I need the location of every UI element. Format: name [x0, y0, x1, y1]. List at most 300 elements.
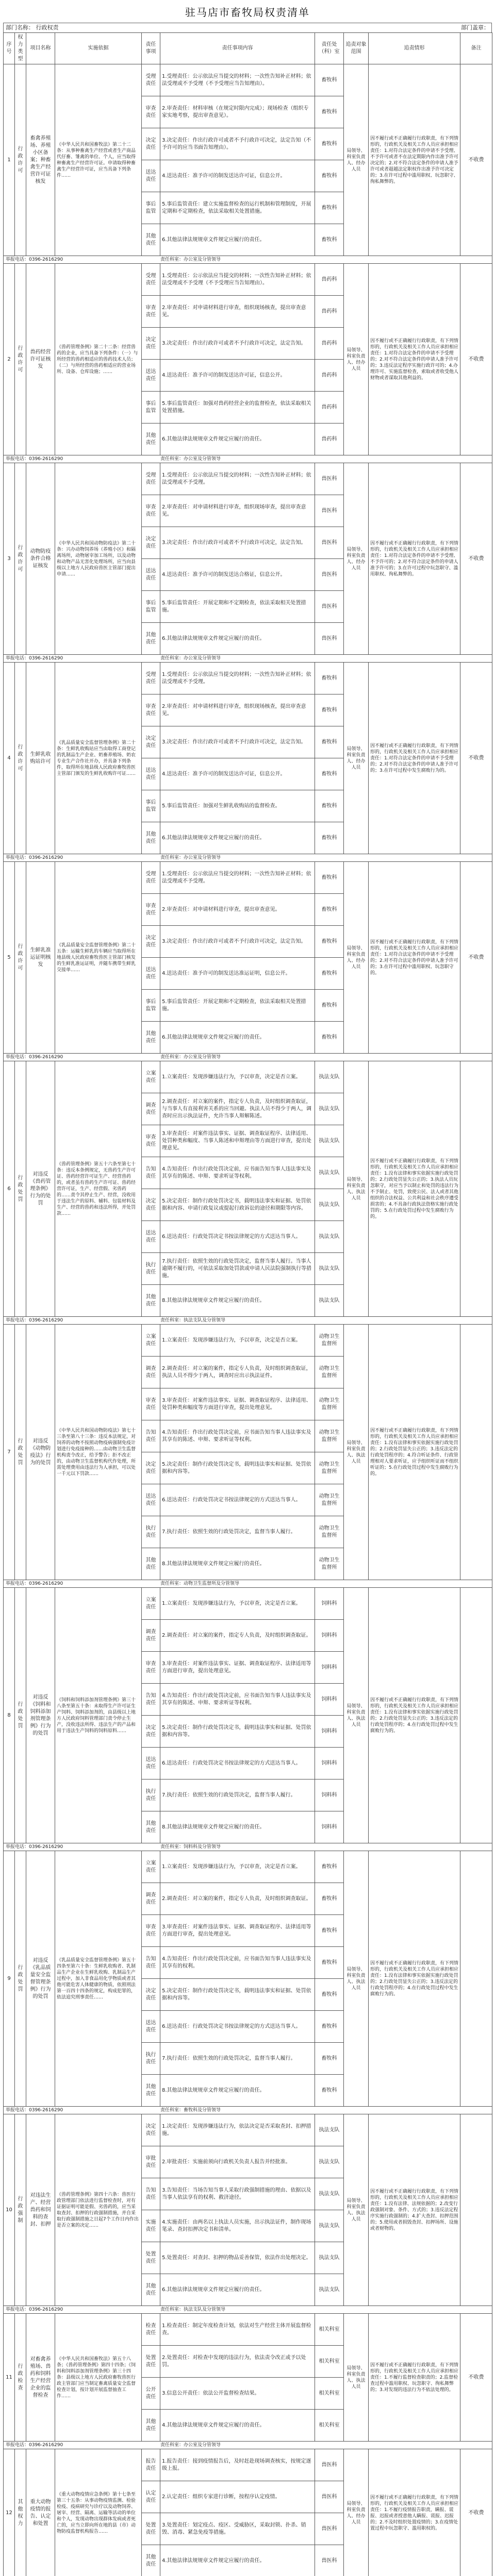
legal-basis: 《中华人民共和国动物防疫法》第二十条：兴办动物饲养场（养殖小区）和隔离场所，动物屠宰加工场所，以及动物和动物产品无害化处理场所，应当向县级以上地方人民政府兽医主管部门提出申请……	[55, 463, 142, 655]
responsible-office: 畜牧科	[315, 224, 344, 256]
report-phone: 举报电话：0396-2616290	[6, 2443, 63, 2448]
item-number: 1	[4, 64, 15, 256]
duty-content: 1.立案责任：发现涉嫌违法行为，予以审查，决定是否立案。	[160, 1061, 315, 1093]
report-phone: 举报电话：0396-2616290	[6, 855, 63, 860]
report-phone: 举报电话：0396-2616290	[6, 1318, 63, 1323]
remark: 不收费	[460, 2314, 492, 2442]
item-name: 对违反《饲料和饲料添加剂管理条例》行为的处罚	[26, 1588, 55, 1843]
duty-stage: 立案责任	[142, 1325, 160, 1357]
responsible-office: 畜牧科	[315, 1851, 344, 1883]
section-footer	[4, 1580, 492, 1588]
duty-stage: 告知责任	[142, 1947, 160, 1979]
duty-content: 6.其他法律法规规章文件规定应履行的责任。	[160, 822, 315, 854]
duty-stage: 受理责任	[142, 64, 160, 96]
section-footer	[4, 2442, 492, 2449]
legal-basis: 《中华人民共和国动物防疫法》第七十三条至第八十三条：违反本法规定，对饲养的动物不按照动物疫病强制免疫计划进行免疫接种的……由动物卫生监督机构责令改正，给予警告；拒不改正的，由动物卫生监督机构代作处理，所需处理费用由违法行为人承担，可以处一千元以下罚款……	[55, 1325, 142, 1580]
duty-stage: 事后监管	[142, 990, 160, 1022]
responsible-office: 兽药科	[315, 360, 344, 392]
report-phone: 举报电话：0396-2616290	[6, 2307, 63, 2312]
duty-stage: 其他责任	[142, 2274, 160, 2306]
section-footer	[4, 655, 492, 663]
duty-content: 6.送达责任：行政处罚决定书按法律规定的方式送达当事人。	[160, 1748, 315, 1780]
duty-stage: 调查责任	[142, 1620, 160, 1652]
duty-stage: 其他责任	[142, 2075, 160, 2107]
duty-content: 5.事后监管责任：开展定期和不定期检查，依法采取相关处置措施。	[160, 591, 315, 623]
duty-content: 4.告知责任：作出行政处罚决定前，应书面告知当事人违法事实及其享有的陈述、申辩、要求听证等权利。	[160, 1420, 315, 1452]
responsible-office: 畜牧科	[315, 926, 344, 958]
col-header: 实施依据	[55, 33, 142, 64]
duty-content: 1.受理责任：公示依法应当提交的材料；一次性告知补正材料；依法受理或不予受理。	[160, 663, 315, 694]
responsible-office: 执法支队	[315, 1093, 344, 1125]
responsible-office: 执法支队	[315, 1285, 344, 1317]
duty-stage: 审批责任	[142, 2146, 160, 2178]
duty-stage: 调查责任	[142, 1093, 160, 1125]
duty-content: 6.其他法律法规规章文件规定应履行的责任。	[160, 224, 315, 256]
responsible-office: 动物卫生监督所	[315, 1388, 344, 1420]
duty-content: 4.其他法律法规规章文件规定应履行的责任。	[160, 2410, 315, 2442]
duty-stage: 立案责任	[142, 1061, 160, 1093]
duty-content: 3.决定责任：作出行政许可或者不予行政许可决定，法定告知（不予许可的应当书面告知理由）。	[160, 128, 315, 160]
legal-basis: 《乳品质量安全监督管理条例》第二十五条：运输生鲜乳的车辆应当取得所在地县级人民政府畜牧兽医主管部门核发的生鲜乳准运证明，并随车携带生鲜乳交接单……	[55, 862, 142, 1054]
table-row	[4, 1588, 492, 1620]
accountability-scope: 局领导、科室负责人、执法人员	[344, 1851, 369, 2107]
item-number: 5	[4, 862, 15, 1054]
duty-stage: 审查责任	[142, 894, 160, 926]
duty-content: 6.其他法律法规规章文件规定应履行的责任。	[160, 423, 315, 455]
responsible-office: 畜牧科	[315, 822, 344, 854]
responsible-office: 饲料科	[315, 1748, 344, 1780]
section-footer	[4, 1843, 492, 1851]
responsible-unit: 责任科室：动物卫生监督所及分管领导	[160, 1581, 240, 1586]
duty-content: 5.事后监管责任：加强对生鲜乳收购站的监督检查。	[160, 790, 315, 822]
legal-basis: 《中华人民共和国畜牧法》第二十二条：从事种畜禽生产经营或者生产商品代仔畜、雏禽的单位、个人，应当取得种畜禽生产经营许可证。申请取得种畜禽生产经营许可证，应当具备下列条件……	[55, 64, 142, 256]
power-type: 行政许可	[15, 862, 26, 1054]
accountability-scope: 局领导、科室负责人、经办人员	[344, 663, 369, 854]
duty-content: 5.决定责任：制作行政处罚决定书，载明违法事实和证据、处罚依据和内容、申请行政复议或提起行政诉讼的途径和期限等内容。	[160, 1189, 315, 1221]
duty-stage: 执行责任	[142, 2043, 160, 2075]
duty-stage: 决定责任	[142, 1189, 160, 1221]
remark: 不收费	[460, 463, 492, 655]
duty-stage: 事后监管	[142, 591, 160, 623]
report-phone: 举报电话：0396-2616290	[6, 456, 63, 462]
accountability-scope: 局领导、科室负责人、执法人员	[344, 1061, 369, 1317]
duty-stage: 处置责任	[142, 2346, 160, 2378]
duty-stage: 决定责任	[142, 1452, 160, 1484]
duty-stage: 其他责任	[142, 1022, 160, 1054]
duty-content: 4.告知责任：作出行政处罚决定前，应书面告知当事人违法事实及其享有的陈述、申辩、要求听证等权利。	[160, 1157, 315, 1189]
remark	[460, 1851, 492, 2107]
duty-stage: 其他责任	[142, 822, 160, 854]
duty-stage: 处置责任	[142, 2513, 160, 2545]
duty-content: 2.调查责任：对立案的案件，指定专人负责，及时组织调查取证，与当事人有直接利害关系的应当回避。执法人员不得少于两人，调查时应出示执法证件，允许当事人辩解陈述。	[160, 1093, 315, 1125]
duty-stage: 其他责任	[142, 2410, 160, 2442]
responsible-unit: 责任科室：执法支队及分管领导	[160, 1318, 226, 1323]
duty-content: 4.告知责任：作出行政处罚决定前，应书面告知当事人违法事实及其享有的陈述、申辩、要求听证等权利。	[160, 1684, 315, 1716]
duty-content: 4.送达责任：准予许可的制发送达合格证，信息公开。	[160, 559, 315, 591]
col-header: 权力类型	[15, 33, 26, 64]
responsible-office: 兽医科	[315, 2449, 344, 2481]
table-row	[4, 2449, 492, 2481]
accountability-scope: 局领导、科室负责人、执法人员	[344, 2314, 369, 2442]
responsible-unit: 责任科室：畜牧科及分管领导	[160, 2108, 221, 2113]
table-row	[4, 264, 492, 296]
duty-content: 4.送达责任：准予许可的制发送达许可证，信息公开。	[160, 160, 315, 192]
duty-stage: 其他责任	[142, 2545, 160, 2576]
responsible-office: 畜牧科	[315, 64, 344, 96]
duty-content: 2.调查责任：对立案的案件，指定专人负责，及时组织调查取证。	[160, 1883, 315, 1915]
accountability-scope: 局领导、科室负责人、执法人员	[344, 1325, 369, 1580]
duty-stage: 其他责任	[142, 224, 160, 256]
duty-content: 1.决定责任：发现涉嫌违法行为，依法决定是否采取查封、扣押措施。	[160, 2114, 315, 2146]
item-number: 2	[4, 264, 15, 455]
responsible-office: 执法支队	[315, 2114, 344, 2146]
responsible-office: 畜牧科	[315, 1915, 344, 1947]
item-number: 12	[4, 2449, 15, 2576]
duty-content: 3.决定责任：作出行政许可或者不予行政许可决定，法定告知。	[160, 527, 315, 559]
responsible-office: 畜牧科	[315, 2011, 344, 2043]
duty-stage: 告知责任	[142, 1684, 160, 1716]
duty-content: 6.其他法律法规规章文件规定应履行的责任。	[160, 1022, 315, 1054]
duty-content: 6.送达责任：行政处罚决定书按法律规定的方式送达当事人。	[160, 1221, 315, 1253]
duty-content: 3.审查责任：对案件违法事实、证据、调查取证程序、法律适用、处罚种类和幅度等方面进行审查，提出处理意见。	[160, 1388, 315, 1420]
responsible-office: 执法支队	[315, 2242, 344, 2274]
duty-content: 5.事后监管责任：开展定期和不定期检查，依法采取相关处置措施。	[160, 990, 315, 1022]
duty-stage: 决定责任	[142, 726, 160, 758]
duty-content: 1.受理责任：公示依法应当提交的材料；一次性告知补正材料；依法受理或不予受理。	[160, 862, 315, 894]
accountability-cases: 因不履行或不正确履行行政职责，有下列情形的，行政机关及相关工作人员应承担相应责任：1.没有法律和事实依据实施行政处罚的；2.行政处罚显失公正的；3.违反法定的行政处罚程序的；4.符合听证条件、行政管理相对人要求听证，应予组织听证而不组织听证的；5.在行政处罚过程中发生腐败行为的。	[369, 1325, 460, 1580]
duty-stage: 决定责任	[142, 926, 160, 958]
responsible-office: 兽医科	[315, 591, 344, 623]
power-type: 行政许可	[15, 64, 26, 256]
responsible-office: 畜牧科	[315, 1947, 344, 1979]
duty-content: 2.审批责任：实施前须向行政机关负责人报告并经批准。	[160, 2146, 315, 2178]
power-type: 行政处罚	[15, 1588, 26, 1843]
responsible-office: 动物卫生监督所	[315, 1420, 344, 1452]
duty-stage: 送达责任	[142, 758, 160, 790]
duty-content: 1.立案责任：发现涉嫌违法行为，予以审查，决定是否立案。	[160, 1588, 315, 1620]
accountability-cases: 因不履行或不正确履行行政职责，有下列情形的，行政机关及相关工作人员应承担相应责任：1.对符合法定条件的申请不予受理的；2.对不符合法定条件的申请人准予许可的；3.在许可过程中滥用职权、玩忽职守的。	[369, 862, 460, 1054]
duty-content: 5.决定责任：制作行政处罚决定书，载明违法事实和证据、处罚依据和内容等。	[160, 1452, 315, 1484]
duty-stage: 送达责任	[142, 1484, 160, 1516]
department-label: 部门名称： 行政权责	[6, 24, 59, 31]
duty-stage: 其他责任	[142, 423, 160, 455]
item-number: 9	[4, 1851, 15, 2107]
table-row	[4, 862, 492, 894]
responsible-office: 执法支队	[315, 1189, 344, 1221]
responsible-office: 饲料科	[315, 1652, 344, 1684]
duty-stage: 送达责任	[142, 1748, 160, 1780]
duty-content: 6.送达责任：行政处罚决定书按法律规定的方式送达当事人。	[160, 2011, 315, 2043]
responsible-office: 执法支队	[315, 2178, 344, 2210]
responsible-office: 执法支队	[315, 1125, 344, 1157]
duty-content: 6.其他法律法规规章文件规定应履行的责任。	[160, 2274, 315, 2306]
duty-content: 4.送达责任：准予许可的制发送达准运证明，信息公开。	[160, 958, 315, 990]
duty-content: 3.信息公开责任：依法公开监督检查结果。	[160, 2378, 315, 2410]
power-type: 行政强制	[15, 2114, 26, 2306]
duty-stage: 送达责任	[142, 160, 160, 192]
duty-stage: 送达责任	[142, 1221, 160, 1253]
seal-label: 部门盖章：	[461, 24, 489, 31]
item-number: 7	[4, 1325, 15, 1580]
duty-content: 5.事后监管责任：建立实施监督检查的运行机制和管理制度，开展定期和不定期检查，依法采取相关处置措施。	[160, 192, 315, 224]
legal-basis: 《兽药管理条例》第五十六条至第七十条：违反本条例规定，无兽药生产许可证、兽药经营许可证生产、经营兽药的，或者虽有兽药生产许可证、兽药经营许可证，生产、经营假、劣兽药的……责令其停止生产、经营，没收用于违法生产的原料、辅料、包装材料及生产、经营的兽药和违法所得，并处罚款……	[55, 1061, 142, 1317]
powers-table	[3, 32, 492, 2576]
item-name: 对畜禽养殖场、兽药和饲料生产经营企业的监督检查	[26, 2314, 55, 2442]
duty-content: 5.处置责任：对查封、扣押的物品妥善保管，依法作出处理决定。	[160, 2242, 315, 2274]
responsible-office: 饲料科	[315, 1780, 344, 1811]
responsible-unit: 责任科室：办公室及分管领导	[160, 1055, 221, 1060]
item-name: 畜禽养殖场、养殖小区备案；种畜禽生产经营许可证核发	[26, 64, 55, 256]
duty-stage: 决定责任	[142, 1716, 160, 1748]
table-header-row	[4, 33, 492, 64]
remark: 不收费	[460, 862, 492, 1054]
accountability-scope: 局领导、科室负责人、执法人员	[344, 2114, 369, 2306]
responsible-office: 兽医科	[315, 527, 344, 559]
duty-content: 1.受理责任：公示依法应当提交的材料；一次性告知补正材料；依法受理或不予受理。	[160, 463, 315, 495]
duty-stage: 受理责任	[142, 862, 160, 894]
accountability-cases: 因不履行或不正确履行行政职责，有下列情形的，行政机关及相关工作人员应承担相应责任：1.不履行监督检查职责的；2.监督检查过程中滥用职权、玩忽职守、徇私舞弊的；3.对发现的违法行为不依法处理的。	[369, 2314, 460, 2442]
table-row	[4, 1061, 492, 1093]
item-name: 重大动物疫情的报告、认定和处置	[26, 2449, 55, 2576]
accountability-cases: 因不履行或不正确履行行政职责，有下列情形的，行政机关及相关工作人员应承担相应责任：1.没有法律和事实依据实施行政处罚的；2.行政处罚显失公正的；3.违反法定的行政处罚程序的；4.在行政处罚过程中发生腐败行为的。	[369, 1588, 460, 1843]
responsible-office: 畜牧科	[315, 1022, 344, 1054]
duty-stage: 审查责任	[142, 96, 160, 128]
duty-content: 3.决定责任：作出行政许可或者不予行政许可决定，法定告知。	[160, 926, 315, 958]
duty-stage: 决定责任	[142, 328, 160, 360]
responsible-office: 相关科室	[315, 2378, 344, 2410]
duty-stage: 其他责任	[142, 1811, 160, 1843]
report-phone: 举报电话：0396-2616290	[6, 257, 63, 262]
duty-stage: 立案责任	[142, 1588, 160, 1620]
responsible-office: 畜牧科	[315, 790, 344, 822]
duty-stage: 事后监管	[142, 192, 160, 224]
table-row	[4, 1851, 492, 1883]
responsible-office: 动物卫生监督所	[315, 1516, 344, 1548]
duty-stage: 处置责任	[142, 2242, 160, 2274]
duty-stage: 实施责任	[142, 2210, 160, 2242]
remark	[460, 1588, 492, 1843]
responsible-office: 兽医科	[315, 2545, 344, 2576]
section-footer	[4, 2107, 492, 2114]
report-phone: 举报电话：0396-2616290	[6, 656, 63, 661]
duty-stage: 审查责任	[142, 694, 160, 726]
accountability-scope: 局领导、科室负责人、经办人员	[344, 264, 369, 455]
duty-content: 5.决定责任：制作行政处罚决定书，载明违法事实和证据、处罚依据和内容等。	[160, 1716, 315, 1748]
col-header: 序号	[4, 33, 15, 64]
accountability-cases: 因不履行或不正确履行行政职责，有下列情形的，行政机关及相关工作人员应承担相应责任：1.没有法律、法规依据的；2.改变行政强制对象、条件、方式的；3.违反法定程序实施行政强制的；4.扩大查封、扣押范围的；5.使用或者损毁查封、扣押场所、设施或者财物的。	[369, 2114, 460, 2306]
power-type: 行政处罚	[15, 1851, 26, 2107]
section-footer	[4, 256, 492, 264]
table-row	[4, 663, 492, 694]
legal-basis: 《兽药管理条例》第二十二条：经营兽药的企业，应当具备下列条件：（一）与所经营的兽药相适应的兽药技术人员；（二）与所经营的兽药相适应的营业场所、设备、仓库设施；……	[55, 264, 142, 455]
item-name: 兽药经营许可证核发	[26, 264, 55, 455]
responsible-office: 兽药科	[315, 296, 344, 328]
duty-content: 5.决定责任：制作行政处罚决定书，载明违法事实和证据、处罚依据和内容等。	[160, 1979, 315, 2011]
duty-stage: 调查责任	[142, 1357, 160, 1388]
accountability-scope: 局领导、科室负责人、经办人员	[344, 463, 369, 655]
responsible-office: 畜牧科	[315, 663, 344, 694]
legal-basis: 《饲料和饲料添加剂管理条例》第三十八条至第五十条：未取得生产许可证生产饲料、饲料添加剂的，由县级以上地方人民政府饲料管理部门责令停止生产，没收违法所得、违法生产的产品和用于违法生产饲料的饲料原料……	[55, 1588, 142, 1843]
responsible-unit: 责任科室：办公室及分管领导	[160, 855, 221, 860]
responsible-office: 执法支队	[315, 1253, 344, 1285]
responsible-office: 动物卫生监督所	[315, 1325, 344, 1357]
responsible-office: 兽药科	[315, 264, 344, 296]
duty-stage: 其他责任	[142, 1548, 160, 1580]
duty-content: 8.其他法律法规规章文件规定应履行的责任。	[160, 1811, 315, 1843]
responsible-office: 畜牧科	[315, 694, 344, 726]
accountability-cases: 因不履行或不正确履行行政职责，有下列情形的，行政机关及相关工作人员应承担相应责任：1.对符合法定条件的申请不予受理的；2.对不符合法定条件的申请人准予许可的；3.违反法定程序实施行政许可的；4.办理许可、实施监督检查，索取或者收受他人财物或者谋取其他利益的。	[369, 264, 460, 455]
section-footer	[4, 455, 492, 463]
duty-stage: 决定责任	[142, 128, 160, 160]
responsible-office: 兽医科	[315, 463, 344, 495]
legal-basis: 《乳品质量安全监督管理条例》第五十四条至第六十条：生鲜乳收购者、乳制品生产企业在生鲜乳收购、乳制品生产过程中，加入非食品用化学物质或者其他可能危害人体健康的物质，依照刑法第一百四十四条的规定，构成犯罪的，依法追究刑事责任……	[55, 1851, 142, 2107]
duty-content: 1.受理责任：公示依法应当提交的材料；一次性告知补正材料；依法受理或不予受理（不予受理应当告知理由）。	[160, 264, 315, 296]
duty-content: 2.调查责任：对立案的案件，指定专人负责，及时组织调查取证。	[160, 1620, 315, 1652]
responsible-office: 畜牧科	[315, 758, 344, 790]
duty-stage: 审查责任	[142, 1915, 160, 1947]
item-number: 6	[4, 1061, 15, 1317]
duty-stage: 告知责任	[142, 1157, 160, 1189]
responsible-office: 畜牧科	[315, 128, 344, 160]
report-phone: 举报电话：0396-2616290	[6, 1055, 63, 1060]
remark	[460, 2114, 492, 2306]
item-name: 生鲜乳收购站许可	[26, 663, 55, 854]
remark: 不收费	[460, 264, 492, 455]
duty-stage: 立案责任	[142, 1851, 160, 1883]
duty-stage: 审查责任	[142, 1652, 160, 1684]
responsible-office: 畜牧科	[315, 192, 344, 224]
duty-content: 2.认定责任：组织专家进行诊断，按程序认定疫情。	[160, 2481, 315, 2513]
responsible-office: 执法支队	[315, 2274, 344, 2306]
duty-content: 2.审查责任：对申请材料进行审查，组织现场核查，提出审查意见。	[160, 296, 315, 328]
duty-stage: 审查责任	[142, 1125, 160, 1157]
remark: 不收费	[460, 663, 492, 854]
item-name: 对违反《动物防疫法》行为的处罚	[26, 1325, 55, 1580]
duty-content: 3.告知责任：当场告知当事人采取行政强制措施的理由、依据以及当事人依法享有的权利、救济途径。	[160, 2178, 315, 2210]
responsible-office: 畜牧科	[315, 1883, 344, 1915]
table-body	[4, 64, 492, 2576]
duty-stage: 审查责任	[142, 495, 160, 527]
item-number: 4	[4, 663, 15, 854]
duty-content: 8.其他法律法规规章文件规定应履行的责任。	[160, 1548, 315, 1580]
duty-stage: 执行责任	[142, 1253, 160, 1285]
duty-content: 7.执行责任：依照生效的行政处罚决定，监督当事人履行。	[160, 1780, 315, 1811]
accountability-scope: 局领导、科室负责人、经办人员	[344, 64, 369, 256]
responsible-office: 畜牧科	[315, 2043, 344, 2075]
responsible-unit: 责任科室：办公室及分管领导	[160, 2443, 221, 2448]
item-number: 11	[4, 2314, 15, 2442]
duty-stage: 决定责任	[142, 2114, 160, 2146]
duty-content: 8.其他法律法规规章文件规定应履行的责任。	[160, 2075, 315, 2107]
table-row	[4, 2114, 492, 2146]
item-number: 3	[4, 463, 15, 655]
item-name: 对违反《兽药管理条例》行为的处罚	[26, 1061, 55, 1317]
duty-stage: 审查责任	[142, 296, 160, 328]
duty-content: 7.执行责任：依照生效的行政处罚决定，监督当事人履行。	[160, 2043, 315, 2075]
duty-content: 3.审查责任：对案件违法事实、证据、调查取证程序、法律适用等方面进行审查，提出处理意见。	[160, 1652, 315, 1684]
responsible-office: 畜牧科	[315, 862, 344, 894]
accountability-cases: 因不履行或不正确履行行政职责，有下列情形的，行政机关及相关工作人员应承担相应责任：1.对符合法定条件的申请不予受理、不予许可的；2.对不符合法定条件的申请人准予许可的；3.在许可过程中玩忽职守、滥用职权、徇私舞弊的。	[369, 463, 460, 655]
duty-stage: 其他责任	[142, 623, 160, 655]
duty-stage: 告知责任	[142, 1420, 160, 1452]
duty-content: 3.处置责任：划定疫点、疫区、受威胁区，采取封锁、扑杀、销毁、消毒、紧急免疫等措施。	[160, 2513, 315, 2545]
legal-basis: 《乳品质量安全监督管理条例》第二十条：生鲜乳收购站应当由取得工商登记的乳制品生产企业、奶畜养殖场、奶农专业生产合作社开办，并具备下列条件，取得所在地县级人民政府畜牧兽医主管部门颁发的生鲜乳收购许可证……	[55, 663, 142, 854]
accountability-cases: 因不履行或不正确履行行政职责，有下列情形的，行政机关及相关工作人员应承担相应责任：1.对符合法定条件的申请不予受理的；2.对不符合法定条件的申请人准予许可的；3.在许可过程中发生腐败行为的。	[369, 663, 460, 854]
power-type: 行政检查	[15, 2314, 26, 2442]
power-type: 行政许可	[15, 463, 26, 655]
duty-content: 7.执行责任：依照生效的行政处罚决定，监督当事人履行。当事人逾期不履行的，可依法采取加处罚款或申请人民法院强制执行等措施。	[160, 1253, 315, 1285]
responsible-unit: 责任科室：办公室及分管领导	[160, 456, 221, 462]
responsible-office: 饲料科	[315, 1620, 344, 1652]
responsible-office: 相关科室	[315, 2346, 344, 2378]
responsible-office: 执法支队	[315, 1061, 344, 1093]
section-footer	[4, 1054, 492, 1061]
responsible-office: 执法支队	[315, 2210, 344, 2242]
responsible-office: 兽医科	[315, 495, 344, 527]
duty-content: 5.事后监管责任：加强对兽药经营企业的监督检查，依法采取相关处置措施。	[160, 392, 315, 423]
responsible-office: 畜牧科	[315, 990, 344, 1022]
duty-content: 1.检查责任：制定年度检查计划，依法对生产经营主体开展监督检查。	[160, 2314, 315, 2346]
duty-stage: 告知责任	[142, 2178, 160, 2210]
col-header: 责任事项内容	[160, 33, 315, 64]
accountability-scope: 局领导、科室负责人、经办人员	[344, 2449, 369, 2576]
report-phone: 举报电话：0396-2616290	[6, 1844, 63, 1850]
responsible-office: 动物卫生监督所	[315, 1357, 344, 1388]
responsible-office: 饲料科	[315, 1684, 344, 1716]
accountability-cases: 因不履行或不正确履行行政职责，有下列情形的，行政机关及相关工作人员应承担相应责任：1.不履行疫情报告职责，瞒报、谎报、迟报或者授意他人瞒报、谎报、迟报的；2.不及时组织处置疫情的；3.在疫情处置过程中玩忽职守、滥用职权的。	[369, 2449, 460, 2576]
duty-stage: 送达责任	[142, 958, 160, 990]
duty-content: 1.立案责任：发现涉嫌违法行为，予以审查，决定是否立案。	[160, 1851, 315, 1883]
col-header: 追责情形	[369, 33, 460, 64]
responsible-office: 饲料科	[315, 1588, 344, 1620]
accountability-scope: 局领导、科室负责人、执法人员	[344, 1588, 369, 1843]
responsible-office: 动物卫生监督所	[315, 1484, 344, 1516]
duty-content: 7.执行责任：依照生效的行政处罚决定，监督当事人履行。	[160, 1516, 315, 1548]
duty-stage: 调查责任	[142, 1883, 160, 1915]
col-header: 追责对象范围	[344, 33, 369, 64]
table-row	[4, 1325, 492, 1357]
duty-stage: 事后监管	[142, 790, 160, 822]
power-type: 行政许可	[15, 264, 26, 455]
duty-stage: 送达责任	[142, 2011, 160, 2043]
duty-content: 4.实施责任：由两名以上执法人员实施，出示执法证件，制作现场笔录、查封扣押决定书和清单。	[160, 2210, 315, 2242]
duty-stage: 执行责任	[142, 1516, 160, 1548]
responsible-office: 畜牧科	[315, 2075, 344, 2107]
duty-stage: 送达责任	[142, 360, 160, 392]
responsible-office: 执法支队	[315, 1221, 344, 1253]
col-header: 责任处（科）室	[315, 33, 344, 64]
duty-stage: 送达责任	[142, 559, 160, 591]
duty-stage: 其他责任	[142, 1285, 160, 1317]
responsible-office: 相关科室	[315, 2410, 344, 2442]
meta-row	[3, 23, 492, 32]
report-phone: 举报电话：0396-2616290	[6, 1581, 63, 1586]
responsible-office: 动物卫生监督所	[315, 1548, 344, 1580]
duty-content: 2.审查责任：对申请材料进行审查，提出审查意见。	[160, 894, 315, 926]
responsible-office: 兽药科	[315, 328, 344, 360]
responsible-unit: 责任科室：饲料科及分管领导	[160, 1844, 221, 1850]
responsible-office: 兽医科	[315, 2481, 344, 2513]
item-name: 对违反《乳品质量安全监督管理条例》行为的处罚	[26, 1851, 55, 2107]
section-footer	[4, 1317, 492, 1325]
legal-basis: 《重大动物疫情应急条例》第十七条至第三十五条：从事动物疫情监测、检验检疫、疫病研究与诊疗以及动物饲养、屠宰、经营、隔离、运输等活动的单位和个人，发现动物出现群体发病或者死亡的，应当立即向所在地的县（市）动物防疫监督机构报告……	[55, 2449, 142, 2576]
accountability-cases: 因不履行或不正确履行行政职责，有下列情形的，行政机关及相关工作人员应承担相应责任：1.对符合法定条件的申请不予受理、不予许可或者不在法定期限内作出准予许可决定的；2.对不符合法定条件的申请人准予许可或者超越法定职权作出准予许可决定的；3.在许可过程中滥用职权、玩忽职守、徇私舞弊的。	[369, 64, 460, 256]
page-title: 驻马店市畜牧局权责清单	[185, 6, 310, 19]
power-type: 行政许可	[15, 663, 26, 854]
duty-content: 4.送达责任：准予许可的制发送达许可证，信息公开。	[160, 360, 315, 392]
duty-content: 1.受理责任：公示依法应当提交的材料；一次性告知补正材料；依法受理或不予受理（不予受理应当告知理由）。	[160, 64, 315, 96]
duty-content: 8.其他法律法规规章文件规定应履行的责任。	[160, 1285, 315, 1317]
